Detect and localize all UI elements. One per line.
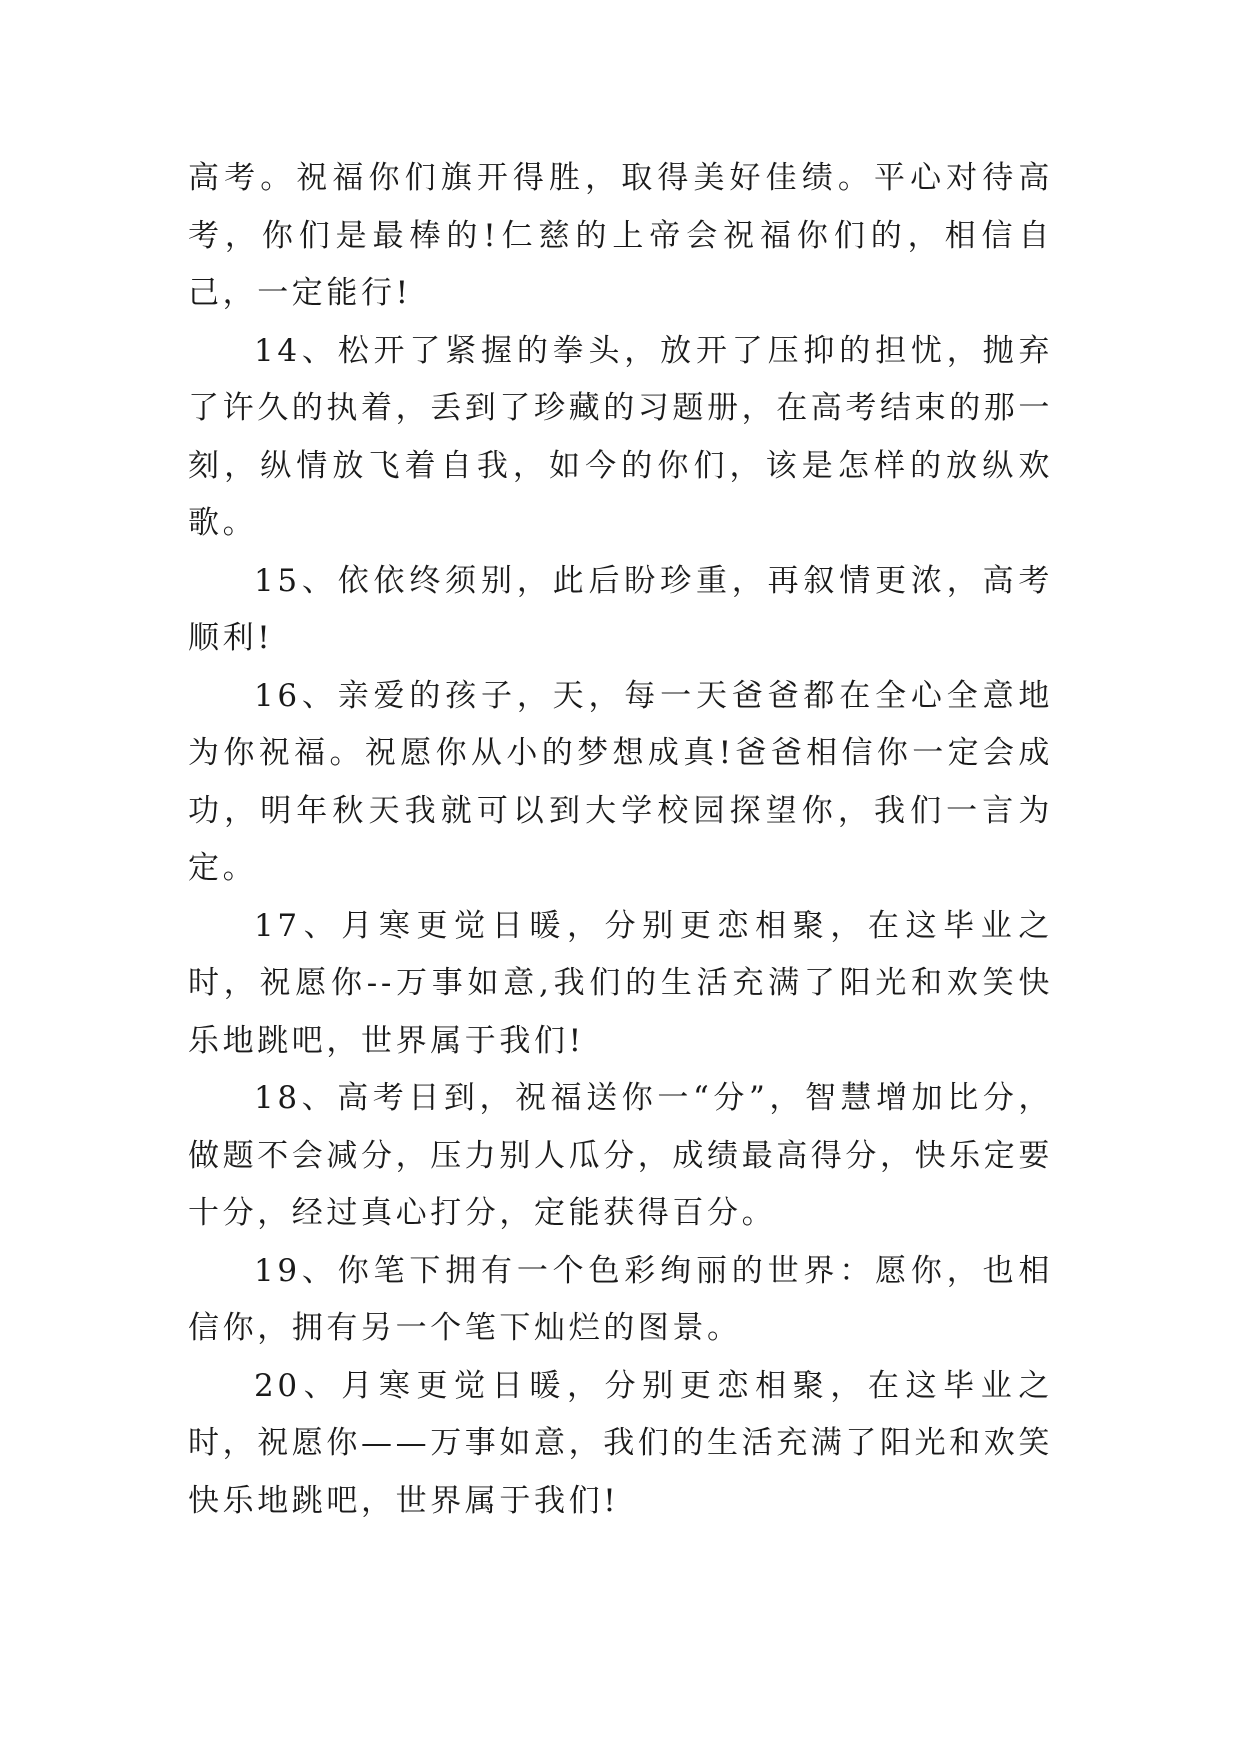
document-body [188,150,1053,1530]
paragraph-15: 15、依依终须别，此后盼珍重，再叙情更浓，高考顺利! [188,562,1053,656]
paragraph-19: 19、你笔下拥有一个色彩绚丽的世界：愿你，也相信你，拥有另一个笔下灿烂的图景。 [188,1252,1053,1346]
paragraph-18: 18、高考日到，祝福送你一“分”，智慧增加比分，做题不会减分，压力别人瓜分，成绩最高得分，快乐定要十分，经过真心打分，定能获得百分。 [188,1080,1053,1231]
paragraph-17: 17、月寒更觉日暖，分别更恋相聚，在这毕业之时，祝愿你--万事如意,我们的生活充满了阳光和欢笑快乐地跳吧，世界属于我们! [188,907,1053,1059]
paragraph-14: 14、松开了紧握的拳头，放开了压抑的担忧，抛弃了许久的执着，丢到了珍藏的习题册，在高考结束的那一刻，纵情放飞着自我，如今的你们，该是怎样的放纵欢歌。 [188,332,1053,541]
paragraph-16: 16、亲爱的孩子，天，每一天爸爸都在全心全意地为你祝福。祝愿你从小的梦想成真!爸爸相信你一定会成功，明年秋天我就可以到大学校园探望你，我们一言为定。 [188,677,1053,886]
paragraph-continuation: 高考。祝福你们旗开得胜，取得美好佳绩。平心对待高考，你们是最棒的!仁慈的上帝会祝福你们的，相信自己，一定能行! [188,160,1053,311]
paragraph-20: 20、月寒更觉日暖，分别更恋相聚，在这毕业之时，祝愿你——万事如意，我们的生活充满了阳光和欢笑快乐地跳吧，世界属于我们! [188,1367,1053,1519]
